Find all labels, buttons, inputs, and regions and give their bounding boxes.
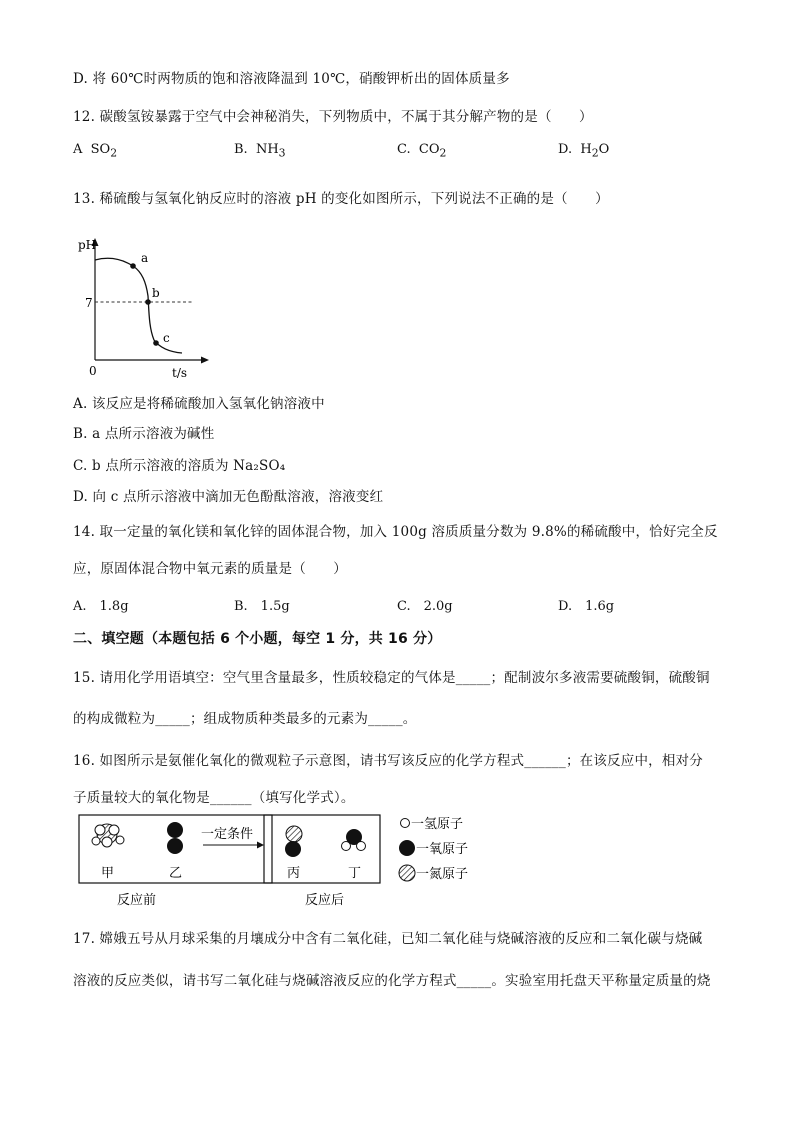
q13-option-d: D. 向 c 点所示溶液中滴加无色酚酞溶液，溶液变红 (73, 489, 384, 505)
label-bing: 丙 (287, 866, 301, 881)
legend-oxygen-label: 一氧原子 (416, 842, 469, 857)
q13-option-c: C. b 点所示溶液的溶质为 Na₂SO₄ (73, 458, 286, 474)
q14-option-b: B. 1.5g (234, 599, 290, 614)
reaction-diagram (74, 808, 484, 912)
point-label-c: c (163, 331, 170, 345)
legend-oxygen (399, 840, 468, 857)
q14-option-a: A. 1.8g (73, 599, 129, 614)
ph-chart (70, 232, 220, 380)
label-jia: 甲 (101, 866, 115, 881)
q14-option-c: C. 2.0g (397, 599, 453, 614)
q13-stem: 13. 稀硫酸与氢氧化钠反应时的溶液 pH 的变化如图所示，下列说法不正确的是（ ） (73, 191, 609, 207)
legend-nitrogen (399, 865, 468, 882)
point-label-a: a (141, 251, 149, 265)
x-axis-arrow (201, 357, 209, 364)
q15-line2: 的构成微粒为_____；组成物质种类最多的元素为_____。 (73, 711, 417, 727)
point-label-b: b (152, 286, 160, 300)
q14-option-d: D. 1.6g (558, 599, 615, 614)
label-ding: 丁 (348, 866, 362, 881)
q16-line1: 16. 如图所示是氨催化氧化的微观粒子示意图，请书写该反应的化学方程式______；在该反应中，相对分 (73, 753, 703, 769)
q13-option-b: B. a 点所示溶液为碱性 (73, 426, 215, 442)
origin-label: 0 (89, 364, 97, 378)
caption-after: 反应后 (305, 893, 345, 908)
point-a (130, 263, 136, 269)
q12-option-b: B. $NH_3$ (234, 142, 286, 160)
molecule-ding (342, 829, 366, 851)
x-axis-label: t/s (172, 366, 188, 380)
legend-hydrogen (401, 817, 464, 832)
q11-option-d: D. 将 60℃时两物质的饱和溶液降温到 10℃，硝酸钾析出的固体质量多 (73, 71, 510, 87)
q12-option-c: C. $CO_2$ (397, 142, 447, 160)
legend-nitrogen-label: 一氮原子 (416, 867, 469, 882)
q14-stem-line2: 应，原固体混合物中氧元素的质量是（ ） (73, 561, 347, 577)
q13-option-a: A. 该反应是将稀硫酸加入氢氧化钠溶液中 (73, 396, 325, 412)
point-b (145, 299, 151, 305)
q15-line1: 15. 请用化学用语填空：空气里含量最多，性质较稳定的气体是_____；配制波尔多液需要硫酸铜，硫酸铜 (73, 670, 710, 686)
q17-line2: 溶液的反应类似，请书写二氧化硅与烧碱溶液反应的化学方程式_____。实验室用托盘天平称量定质量的烧 (73, 973, 711, 989)
molecule-bing (285, 826, 302, 857)
q14-stem-line1: 14. 取一定量的氧化镁和氧化锌的固体混合物，加入 100g 溶质质量分数为 9.8%的稀硫酸中，恰好完全反 (73, 524, 718, 540)
q12-option-d: D. $H_2O$ (558, 142, 610, 160)
molecule-yi (167, 822, 183, 854)
q12-stem: 12. 碳酸氢铵暴露于空气中会神秘消失，下列物质中，不属于其分解产物的是（ ） (73, 109, 593, 125)
y-axis-label: pH (78, 238, 97, 252)
caption-before: 反应前 (117, 893, 157, 908)
tick-label-7: 7 (85, 296, 93, 310)
legend-hydrogen-label: 一氢原子 (411, 817, 464, 832)
molecule-jia (92, 824, 124, 847)
q16-line2: 子质量较大的氧化物是______（填写化学式）。 (73, 790, 355, 806)
point-c (153, 340, 159, 346)
q17-line1: 17. 嫦娥五号从月球采集的月壤成分中含有二氧化硅，已知二氧化硅与烧碱溶液的反应和二氧化碳与烧碱 (73, 931, 703, 947)
q12-option-a: A $SO_2$ (73, 142, 118, 160)
section-heading: 二、填空题（本题包括 6 个小题，每空 1 分，共 16 分） (73, 631, 442, 647)
label-yi: 乙 (169, 866, 183, 881)
condition-label: 一定条件 (201, 827, 254, 842)
